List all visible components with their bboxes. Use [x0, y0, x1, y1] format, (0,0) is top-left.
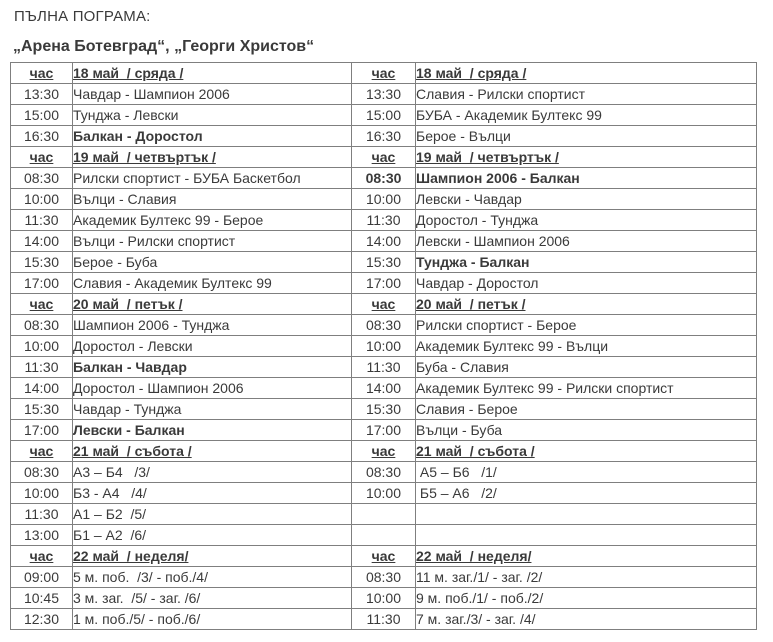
cell-text: Б5 – А6 /2/: [416, 485, 497, 501]
match-cell: [416, 126, 757, 147]
time-cell: [11, 462, 73, 483]
time-cell: [352, 609, 416, 630]
match-cell: [73, 273, 352, 294]
header-text: час: [371, 548, 396, 564]
schedule-row: [11, 588, 757, 609]
cell-text: 10:00: [23, 191, 60, 207]
cell-text: 08:30: [365, 170, 402, 186]
match-cell: [73, 420, 352, 441]
cell-text: 11:30: [24, 359, 59, 375]
cell-text: Тунджа - Левски: [73, 107, 179, 123]
match-cell: [73, 357, 352, 378]
match-cell: [416, 588, 757, 609]
cell-text: Буба - Славия: [416, 359, 509, 375]
cell-text: 17:00: [365, 422, 402, 438]
cell-text: Чавдар - Шампион 2006: [73, 86, 230, 102]
cell-text: Доростол - Шампион 2006: [73, 380, 244, 396]
time-cell: [352, 357, 416, 378]
cell-text: Балкан - Доростол: [73, 128, 203, 144]
day-header-row: [11, 441, 757, 462]
schedule-row: [11, 399, 757, 420]
match-cell: [73, 525, 352, 546]
time-cell: [11, 525, 73, 546]
match-cell: [416, 357, 757, 378]
time-cell: [11, 273, 73, 294]
time-cell: [352, 462, 416, 483]
cell-text: Вълци - Рилски спортист: [73, 233, 236, 249]
cell-text: 08:30: [23, 170, 60, 186]
day-header-row: [11, 546, 757, 567]
cell-text: Академик Бултекс 99 - Вълци: [416, 338, 609, 354]
schedule-row: [11, 567, 757, 588]
cell-text: 17:00: [23, 422, 60, 438]
cell-text: 08:30: [365, 464, 402, 480]
time-cell: [352, 189, 416, 210]
cell-text: 14:00: [23, 380, 60, 396]
header-text: час: [371, 443, 396, 459]
header-text: час: [29, 548, 54, 564]
cell-text: 10:00: [365, 590, 402, 606]
match-cell: [416, 609, 757, 630]
cell-text: 13:30: [365, 86, 402, 102]
cell-text: 7 м. заг./3/ - заг. /4/: [416, 611, 536, 627]
cell-text: Левски - Чавдар: [416, 191, 522, 207]
match-cell: [416, 336, 757, 357]
match-cell: [416, 168, 757, 189]
cell-text: Славия - Рилски спортист: [416, 86, 585, 102]
schedule-row: [11, 315, 757, 336]
header-text: 18 май / сряда /: [73, 65, 184, 81]
date-header-cell: [73, 63, 352, 84]
time-cell: [352, 252, 416, 273]
date-header-cell: [73, 147, 352, 168]
cell-text: Доростол - Тунджа: [416, 212, 539, 228]
cell-text: 11:30: [366, 359, 401, 375]
schedule-row: [11, 210, 757, 231]
cell-text: 08:30: [23, 317, 60, 333]
cell-text: Академик Бултекс 99 - Рилски спортист: [416, 380, 674, 396]
time-cell: [352, 483, 416, 504]
time-cell: [11, 504, 73, 525]
hour-header-cell: [11, 441, 73, 462]
cell-text: 15:00: [23, 107, 60, 123]
cell-text: 15:30: [365, 401, 402, 417]
header-text: 18 май / сряда /: [416, 65, 527, 81]
cell-text: 11:30: [24, 506, 59, 522]
match-cell: [73, 462, 352, 483]
hour-header-cell: [352, 546, 416, 567]
time-cell: [11, 357, 73, 378]
cell-text: 5 м. поб. /3/ - поб./4/: [73, 569, 208, 585]
time-cell: [352, 336, 416, 357]
time-cell: [11, 189, 73, 210]
match-cell: [73, 210, 352, 231]
cell-text: 16:30: [23, 128, 60, 144]
cell-text: 09:00: [23, 569, 60, 585]
cell-text: 11:30: [366, 212, 401, 228]
match-cell: [416, 315, 757, 336]
time-cell: [11, 483, 73, 504]
cell-text: 1 м. поб./5/ - поб./6/: [73, 611, 201, 627]
day-header-row: [11, 63, 757, 84]
cell-text: 17:00: [365, 275, 402, 291]
cell-text: 10:45: [23, 590, 60, 606]
schedule-row: [11, 84, 757, 105]
cell-text: Вълци - Буба: [416, 422, 503, 438]
match-cell: [73, 399, 352, 420]
cell-text: Берое - Буба: [73, 254, 158, 270]
cell-text: 14:00: [365, 233, 402, 249]
cell-text: Славия - Академик Бултекс 99: [73, 275, 272, 291]
header-text: 22 май / неделя/: [416, 548, 532, 564]
header-text: 20 май / петък /: [416, 296, 526, 312]
time-cell: [11, 231, 73, 252]
cell-text: 08:30: [365, 317, 402, 333]
time-cell: [352, 273, 416, 294]
schedule-table: [10, 62, 757, 630]
match-cell: [416, 567, 757, 588]
cell-text: 15:30: [365, 254, 402, 270]
cell-text: Чавдар - Тунджа: [73, 401, 182, 417]
header-text: 19 май / четвъртък /: [416, 149, 559, 165]
match-cell: [416, 420, 757, 441]
schedule-row: [11, 168, 757, 189]
time-cell: [11, 420, 73, 441]
match-cell: [416, 105, 757, 126]
cell-text: 11 м. заг./1/ - заг. /2/: [416, 569, 543, 585]
page-title: ПЪЛНА ПОГРАМА:: [14, 8, 151, 25]
cell-text: 17:00: [23, 275, 60, 291]
match-cell: [73, 126, 352, 147]
schedule-row: [11, 357, 757, 378]
schedule-row: [11, 525, 757, 546]
schedule-row: [11, 420, 757, 441]
cell-text: 10:00: [23, 338, 60, 354]
cell-text: Шампион 2006 - Тунджа: [73, 317, 230, 333]
cell-text: 16:30: [365, 128, 402, 144]
match-cell: [416, 252, 757, 273]
cell-text: 3 м. заг. /5/ - заг. /6/: [73, 590, 201, 606]
date-header-cell: [73, 294, 352, 315]
cell-text: БУБА - Академик Бултекс 99: [416, 107, 602, 123]
time-cell: [352, 567, 416, 588]
time-cell: [11, 210, 73, 231]
time-cell: [11, 84, 73, 105]
match-cell: [73, 609, 352, 630]
time-cell: [11, 399, 73, 420]
schedule-row: [11, 336, 757, 357]
cell-text: Рилски спортист - Берое: [416, 317, 577, 333]
header-text: час: [29, 443, 54, 459]
time-cell: [11, 336, 73, 357]
time-cell: [352, 525, 416, 546]
schedule-row: [11, 483, 757, 504]
cell-text: А1 – Б2 /5/: [73, 506, 147, 522]
time-cell: [352, 126, 416, 147]
time-cell: [352, 588, 416, 609]
cell-text: 11:30: [24, 212, 59, 228]
day-header-row: [11, 294, 757, 315]
time-cell: [352, 420, 416, 441]
schedule-table-body: [11, 63, 757, 630]
match-cell: [416, 84, 757, 105]
match-cell: [73, 504, 352, 525]
cell-text: 14:00: [365, 380, 402, 396]
match-cell: [73, 567, 352, 588]
cell-text: Вълци - Славия: [73, 191, 177, 207]
day-header-row: [11, 147, 757, 168]
header-text: 21 май / събота /: [73, 443, 192, 459]
hour-header-cell: [11, 294, 73, 315]
cell-text: Академик Бултекс 99 - Берое: [73, 212, 264, 228]
schedule-row: [11, 252, 757, 273]
time-cell: [352, 504, 416, 525]
cell-text: А3 – Б4 /3/: [73, 464, 150, 480]
hour-header-cell: [352, 147, 416, 168]
match-cell: [73, 189, 352, 210]
date-header-cell: [416, 147, 757, 168]
cell-text: Б3 - А4 /4/: [73, 485, 147, 501]
cell-text: 13:30: [23, 86, 60, 102]
header-text: час: [371, 296, 396, 312]
date-header-cell: [416, 63, 757, 84]
cell-text: Берое - Вълци: [416, 128, 511, 144]
venue-subtitle: „Арена Ботевград“, „Георги Христов“: [13, 38, 315, 55]
cell-text: 10:00: [365, 485, 402, 501]
date-header-cell: [416, 546, 757, 567]
match-cell: [416, 378, 757, 399]
match-cell: [73, 378, 352, 399]
time-cell: [11, 105, 73, 126]
match-cell: [416, 525, 757, 546]
match-cell: [416, 210, 757, 231]
schedule-row: [11, 378, 757, 399]
cell-text: 9 м. поб./1/ - поб./2/: [416, 590, 544, 606]
hour-header-cell: [352, 63, 416, 84]
header-text: час: [371, 65, 396, 81]
schedule-row: [11, 126, 757, 147]
date-header-cell: [73, 441, 352, 462]
match-cell: [73, 105, 352, 126]
match-cell: [73, 588, 352, 609]
header-text: 21 май / събота /: [416, 443, 535, 459]
date-header-cell: [73, 546, 352, 567]
match-cell: [416, 504, 757, 525]
header-text: час: [29, 149, 54, 165]
time-cell: [11, 252, 73, 273]
match-cell: [73, 315, 352, 336]
match-cell: [73, 252, 352, 273]
header-text: час: [29, 296, 54, 312]
time-cell: [352, 210, 416, 231]
header-text: час: [29, 65, 54, 81]
time-cell: [352, 231, 416, 252]
cell-text: Чавдар - Доростол: [416, 275, 539, 291]
cell-text: 15:30: [23, 254, 60, 270]
schedule-row: [11, 609, 757, 630]
time-cell: [11, 168, 73, 189]
match-cell: [73, 483, 352, 504]
match-cell: [416, 189, 757, 210]
cell-text: Левски - Шампион 2006: [416, 233, 570, 249]
match-cell: [416, 399, 757, 420]
time-cell: [352, 315, 416, 336]
match-cell: [73, 231, 352, 252]
cell-text: Шампион 2006 - Балкан: [416, 170, 580, 186]
time-cell: [11, 315, 73, 336]
match-cell: [416, 483, 757, 504]
schedule-row: [11, 273, 757, 294]
hour-header-cell: [11, 147, 73, 168]
hour-header-cell: [11, 546, 73, 567]
match-cell: [416, 273, 757, 294]
date-header-cell: [416, 441, 757, 462]
cell-text: 10:00: [365, 338, 402, 354]
header-text: 22 май / неделя/: [73, 548, 189, 564]
cell-text: 12:30: [23, 611, 60, 627]
header-text: 19 май / четвъртък /: [73, 149, 216, 165]
cell-text: Левски - Балкан: [73, 422, 185, 438]
time-cell: [11, 588, 73, 609]
cell-text: Б1 – А2 /6/: [73, 527, 147, 543]
match-cell: [73, 84, 352, 105]
cell-text: Доростол - Левски: [73, 338, 193, 354]
schedule-row: [11, 462, 757, 483]
cell-text: 10:00: [23, 485, 60, 501]
cell-text: Тунджа - Балкан: [416, 254, 530, 270]
date-header-cell: [416, 294, 757, 315]
time-cell: [11, 609, 73, 630]
hour-header-cell: [352, 441, 416, 462]
time-cell: [11, 567, 73, 588]
time-cell: [352, 399, 416, 420]
hour-header-cell: [352, 294, 416, 315]
time-cell: [352, 378, 416, 399]
cell-text: А5 – Б6 /1/: [416, 464, 497, 480]
cell-text: 08:30: [23, 464, 60, 480]
schedule-row: [11, 504, 757, 525]
cell-text: Рилски спортист - БУБА Баскетбол: [73, 170, 301, 186]
header-text: 20 май / петък /: [73, 296, 183, 312]
cell-text: 10:00: [365, 191, 402, 207]
match-cell: [73, 336, 352, 357]
time-cell: [352, 84, 416, 105]
time-cell: [11, 378, 73, 399]
cell-text: 13:00: [23, 527, 60, 543]
cell-text: 14:00: [23, 233, 60, 249]
cell-text: 15:30: [23, 401, 60, 417]
match-cell: [416, 462, 757, 483]
match-cell: [73, 168, 352, 189]
time-cell: [352, 168, 416, 189]
schedule-row: [11, 105, 757, 126]
schedule-row: [11, 231, 757, 252]
time-cell: [352, 105, 416, 126]
cell-text: 08:30: [365, 569, 402, 585]
hour-header-cell: [11, 63, 73, 84]
cell-text: Балкан - Чавдар: [73, 359, 187, 375]
schedule-row: [11, 189, 757, 210]
cell-text: Славия - Берое: [416, 401, 518, 417]
cell-text: 15:00: [365, 107, 402, 123]
match-cell: [416, 231, 757, 252]
header-text: час: [371, 149, 396, 165]
cell-text: 11:30: [366, 611, 401, 627]
time-cell: [11, 126, 73, 147]
